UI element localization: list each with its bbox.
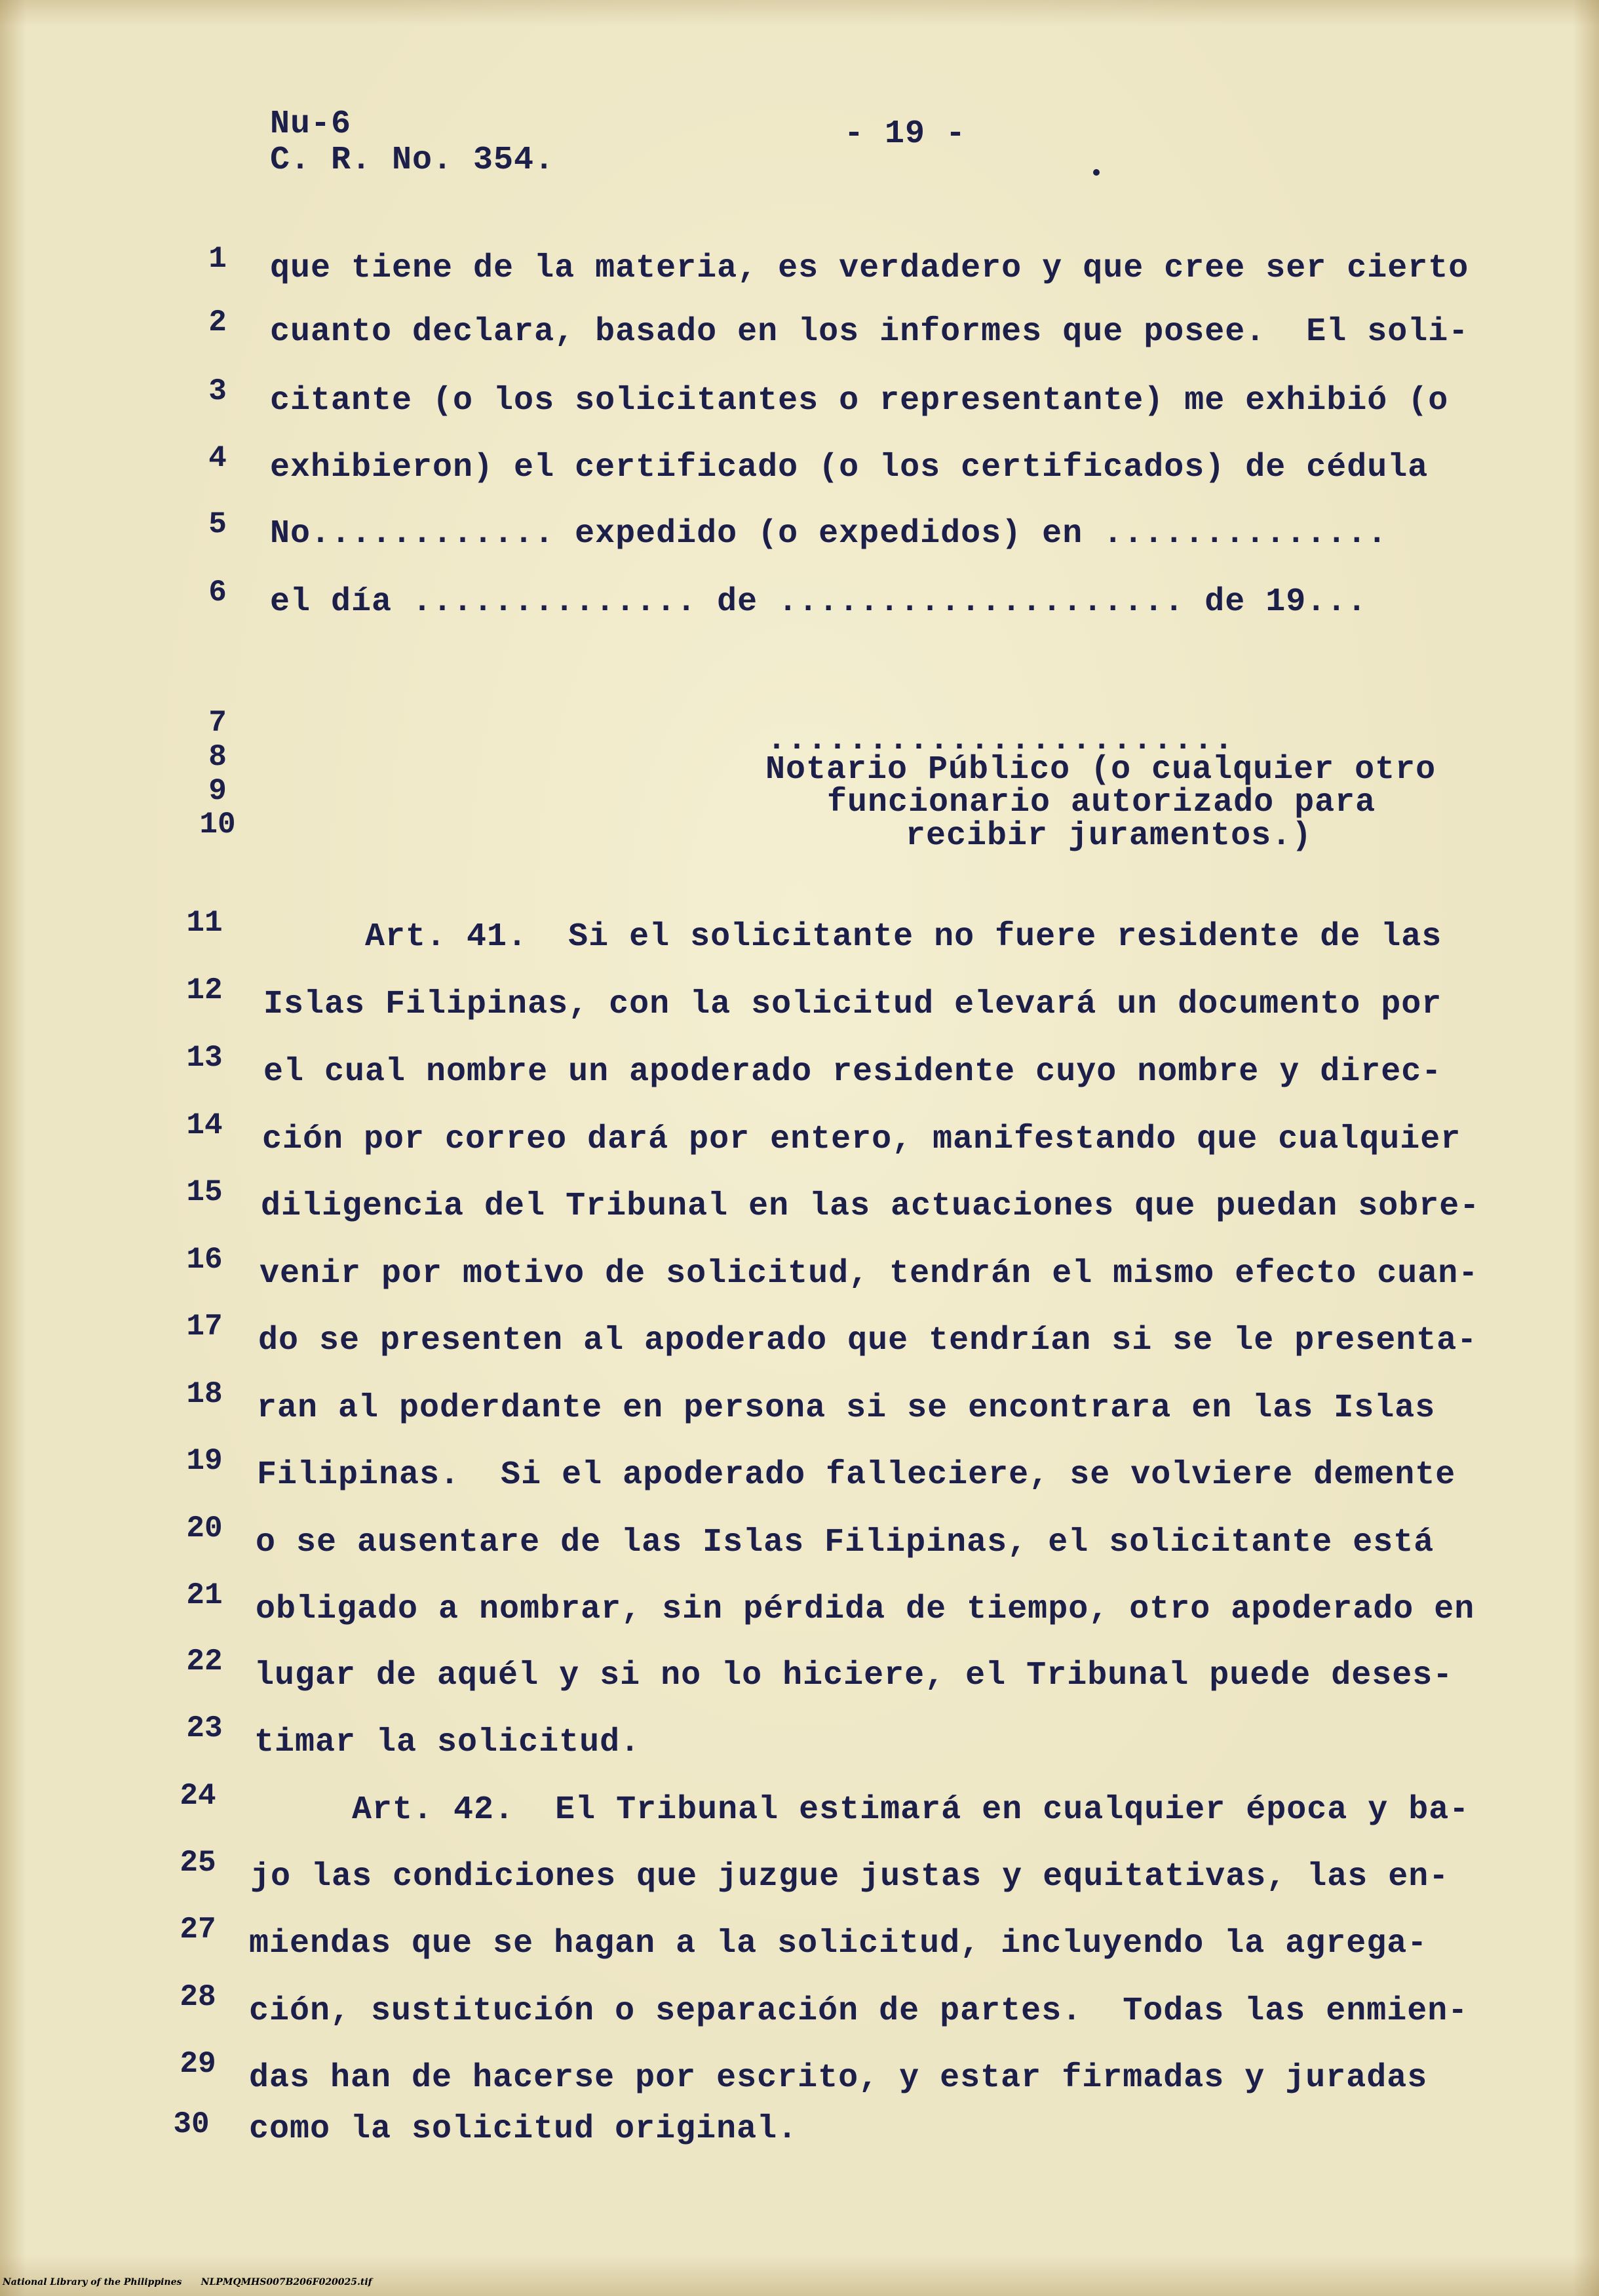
body-line: Art. 41. Si el solicitante no fuere residente de las [263, 918, 1442, 956]
line-number: 7 [208, 706, 227, 740]
footer-file-id: NLPMQMHS007B206F020025.tif [201, 2277, 372, 2287]
body-line: Filipinas. Si el apoderado falleciere, se volviere demente [257, 1456, 1456, 1494]
line-number: 20 [186, 1511, 223, 1546]
line-number: 12 [186, 973, 223, 1007]
line-number: 18 [186, 1377, 223, 1411]
line-number: 21 [186, 1578, 223, 1612]
line-number: 27 [180, 1913, 216, 1947]
body-line: exhibieron) el certificado (o los certificados) de cédula [270, 449, 1429, 486]
line-number: 6 [208, 575, 227, 610]
line-number: 2 [208, 305, 227, 340]
signature-line: ....................... [767, 722, 1235, 759]
body-line: Islas Filipinas, con la solicitud elevará un documento por [263, 986, 1442, 1023]
body-line: citante (o los solicitantes o representante) me exhibió (o [270, 382, 1449, 419]
ink-dot-mark [1093, 169, 1100, 176]
body-line: diligencia del Tribunal en las actuaciones que puedan sobre- [261, 1188, 1480, 1225]
case-number: C. R. No. 354. [270, 142, 555, 179]
body-line: como la solicitud original. [249, 2111, 798, 2148]
scan-footer [3, 2277, 372, 2287]
line-number: 4 [208, 441, 227, 475]
line-number: 25 [180, 1846, 216, 1880]
body-line: obligado a nombrar, sin pérdida de tiempo, otro apoderado en [256, 1591, 1475, 1628]
line-number: 24 [180, 1779, 216, 1813]
notary-title: funcionario autorizado para [827, 784, 1376, 821]
body-line: No............ expedido (o expedidos) en .............. [270, 515, 1388, 553]
line-number: 17 [186, 1310, 223, 1344]
footer-institution: National Library of the Philippines [3, 2277, 182, 2287]
body-line: cuanto declara, basado en los informes que posee. El soli- [270, 313, 1469, 351]
body-line: do se presenten al apoderado que tendrían si se le presenta- [258, 1322, 1478, 1359]
body-line: Art. 42. El Tribunal estimará en cualquier época y ba- [250, 1791, 1470, 1829]
body-line: ción, sustitución o separación de partes. Todas las enmien- [249, 1993, 1469, 2030]
line-number: 29 [180, 2047, 216, 2081]
notary-title: Notario Público (o cualquier otro [765, 751, 1436, 788]
document-code: Nu-6 [270, 106, 352, 143]
body-line: ran al poderdante en persona si se encontrara en las Islas [257, 1390, 1436, 1427]
body-line: timar la solicitud. [254, 1724, 641, 1761]
line-number: 28 [180, 1980, 216, 2014]
notary-title: recibir juramentos.) [906, 817, 1313, 855]
page-number: - 19 - [844, 115, 967, 153]
line-number: 14 [186, 1108, 223, 1142]
body-line: o se ausentare de las Islas Filipinas, el solicitante está [256, 1524, 1435, 1561]
line-number: 30 [173, 2107, 210, 2141]
body-line: el día .............. de .................... de 19... [270, 583, 1368, 621]
body-line: jo las condiciones que juzgue justas y equitativas, las en- [250, 1858, 1450, 1896]
line-number: 23 [186, 1711, 223, 1745]
body-line: das han de hacerse por escrito, y estar firmadas y juradas [249, 2059, 1428, 2097]
line-number: 15 [186, 1175, 223, 1209]
line-number: 8 [208, 740, 227, 774]
body-line: lugar de aquél y si no lo hiciere, el Tribunal puede deses- [254, 1657, 1454, 1694]
body-line: que tiene de la materia, es verdadero y que cree ser cierto [270, 250, 1469, 287]
line-number: 3 [208, 374, 227, 408]
line-number: 5 [208, 507, 227, 541]
body-line: venir por motivo de solicitud, tendrán el mismo efecto cuan- [260, 1255, 1479, 1293]
line-number: 9 [208, 774, 227, 808]
body-line: miendas que se hagan a la solicitud, incluyendo la agrega- [249, 1925, 1428, 1962]
line-number: 16 [186, 1243, 223, 1277]
line-number: 19 [186, 1444, 223, 1478]
body-line: el cual nombre un apoderado residente cuyo nombre y direc- [263, 1053, 1442, 1091]
line-number: 22 [186, 1644, 223, 1679]
line-number: 10 [199, 807, 236, 842]
body-line: ción por correo dará por entero, manifestando que cualquier [262, 1121, 1461, 1158]
line-number: 11 [186, 906, 223, 940]
line-number: 13 [186, 1041, 223, 1075]
line-number: 1 [208, 242, 227, 276]
